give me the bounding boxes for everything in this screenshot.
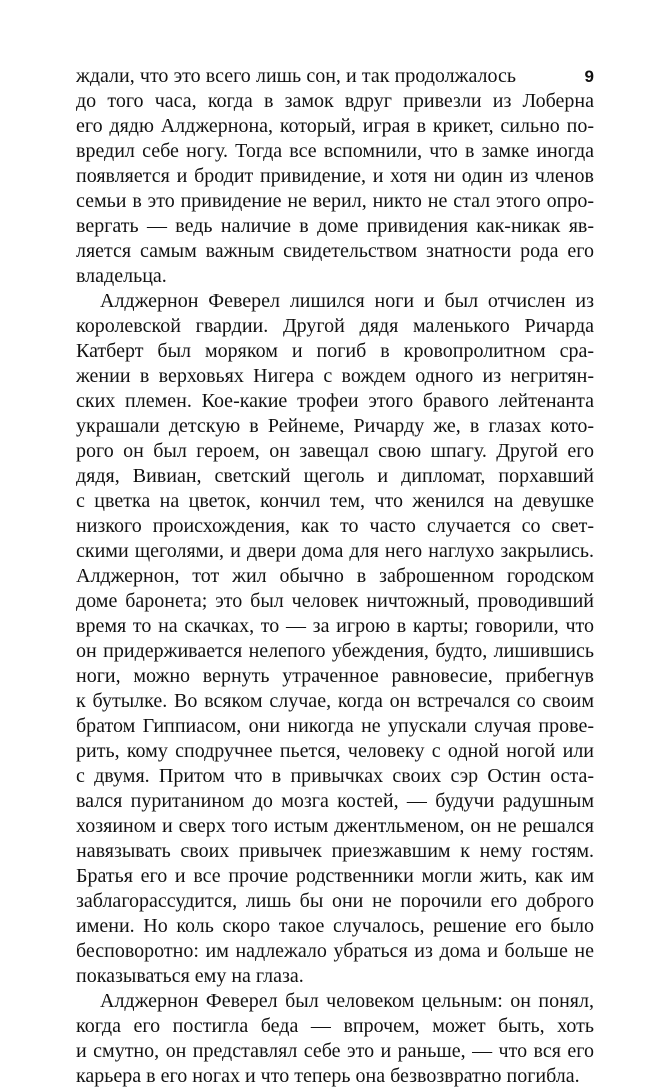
- book-page: [76, 64, 594, 1089]
- text-line: братом Гиппиасом, они никогда не упускали случая прове-: [76, 715, 594, 737]
- text-line: имени. Но коль скоро такое случалось, решение его было: [76, 915, 594, 937]
- text-line: навязывать своих привычек приезжавшим к нему гостям.: [76, 840, 594, 862]
- text-line: вергать — ведь наличие в доме привидения как-никак яв-: [76, 215, 594, 237]
- text-line: Братья его и все прочие родственники могли жить, как им: [76, 865, 594, 887]
- text-line: Алджернон Феверел лишился ноги и был отчислен из: [100, 290, 594, 312]
- paragraph: [76, 64, 594, 289]
- page-number: 9: [584, 67, 594, 86]
- text-line: низкого происхождения, как то часто случается со свет-: [76, 515, 594, 537]
- text-line: королевской гвардии. Другой дядя маленького Ричарда: [76, 315, 594, 337]
- text-line: семьи в это привидение не верил, никто не стал этого опро-: [76, 190, 594, 212]
- text-line: вался пуританином до мозга костей, — будучи радушным: [76, 790, 594, 812]
- paragraph: [76, 289, 594, 989]
- text-line: хозяином и сверх того истым джентльменом, он не решался: [76, 815, 594, 837]
- text-line: владельца.: [76, 265, 167, 287]
- text-line: Алджернон Феверел был человеком цельным: он понял,: [100, 990, 594, 1012]
- text-line: с цветка на цветок, кончил тем, что женился на девушке: [76, 490, 594, 512]
- text-line: жении в верховьях Нигера с вождем одного из негритян-: [76, 365, 594, 387]
- text-line: до того часа, когда в замок вдруг привезли из Лоберна: [76, 90, 594, 112]
- text-line: ляется самым важным свидетельством знатности рода его: [76, 240, 594, 262]
- text-line: ских племен. Кое-какие трофеи этого бравого лейтенанта: [76, 390, 594, 412]
- text-line: заблагорассудится, лишь бы они не порочили его доброго: [76, 890, 594, 912]
- text-line: и смутно, он представлял себе это и раньше, — что вся его: [76, 1040, 594, 1062]
- text-line: с двумя. Притом что в привычках своих сэр Остин оста-: [76, 765, 594, 787]
- text-line: дядя, Вивиан, светский щеголь и дипломат, порхавший: [76, 465, 594, 487]
- text-line: к бутылке. Во всяком случае, когда он встречался со своим: [76, 690, 594, 712]
- text-line: Алджернон, тот жил обычно в заброшенном городском: [76, 565, 594, 587]
- text-line: бесповоротно: им надлежало убраться из дома и больше не: [76, 940, 594, 962]
- text-line: показываться ему на глаза.: [76, 965, 304, 987]
- text-line: его дядю Алджернона, который, играя в крикет, сильно по-: [76, 115, 594, 137]
- text-line: вредил себе ногу. Тогда все вспомнили, что в замке иногда: [76, 140, 594, 162]
- text-line: когда его постигла беда — впрочем, может быть, хоть: [76, 1015, 594, 1037]
- paragraph: [76, 989, 594, 1089]
- text-line: ждали, что это всего лишь сон, и так продолжалось: [76, 65, 516, 87]
- text-line: скими щеголями, и двери дома для него наглухо закрылись.: [76, 540, 594, 562]
- text-line: рого он был героем, он завещал свою шпагу. Другой его: [76, 440, 594, 462]
- text-line: время то на скачках, то — за игрою в карты; говорили, что: [76, 615, 594, 637]
- text-line: доме баронета; это был человек ничтожный, проводивший: [76, 590, 594, 612]
- text-line: Катберт был моряком и погиб в кровопролитном сра-: [76, 340, 594, 362]
- text-line: он придерживается нелепого убеждения, будто, лишившись: [76, 640, 594, 662]
- text-body: [76, 64, 594, 1089]
- text-line: ноги, можно вернуть утраченное равновесие, прибегнув: [76, 665, 594, 687]
- text-line: появляется и бродит привидение, и хотя ни один из членов: [76, 165, 594, 187]
- text-line: карьера в его ногах и что теперь она безвозвратно погибла.: [76, 1065, 580, 1087]
- text-line: украшали детскую в Рейнеме, Ричарду же, в глазах кото-: [76, 415, 594, 437]
- text-line: рить, кому сподручнее пьется, человеку с одной ногой или: [76, 740, 594, 762]
